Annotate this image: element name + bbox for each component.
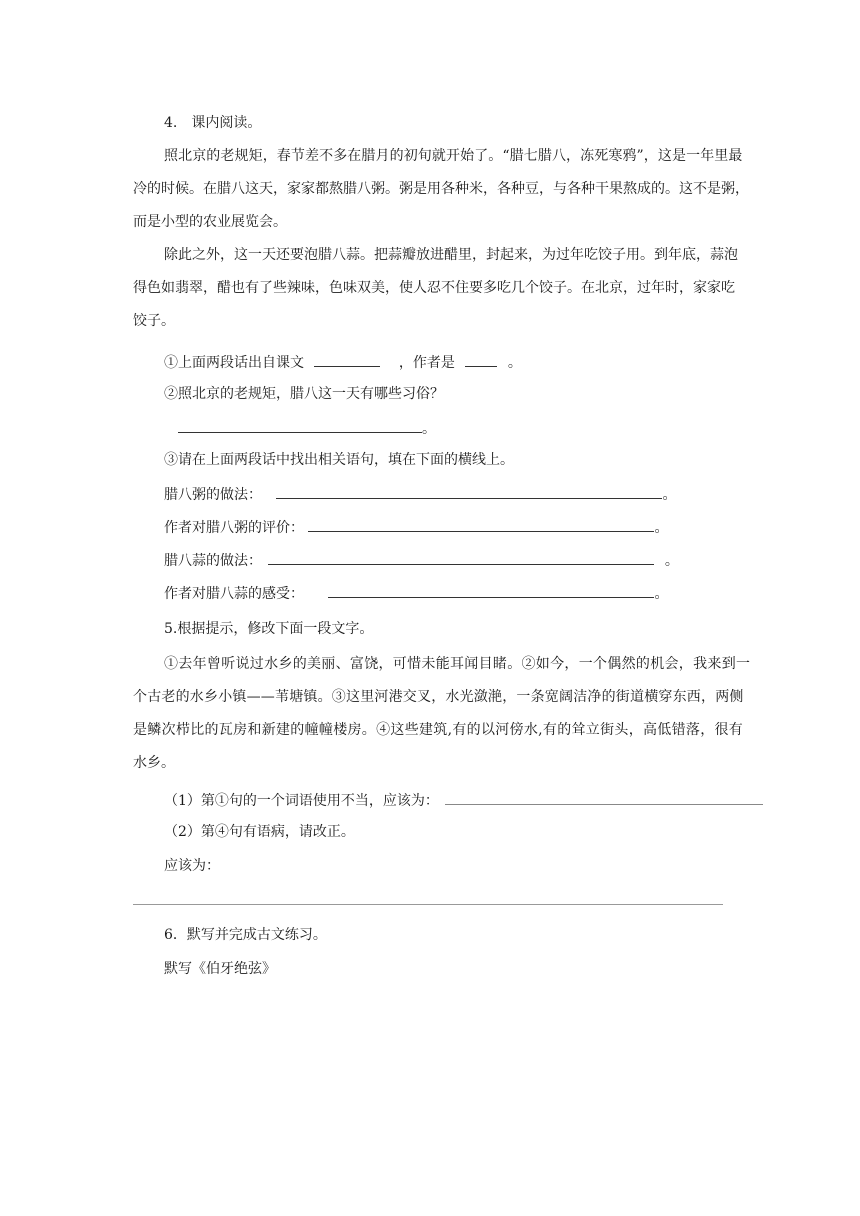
q6-subtitle: 默写《伯牙绝弦》 <box>164 961 276 977</box>
q5-sub1-text: （1）第①句的一个词语使用不当，应该为： <box>164 793 439 809</box>
author-blank[interactable] <box>465 352 497 367</box>
q4-sub2-end: 。 <box>422 421 436 437</box>
q5-sub2-answer-label: 应该为： <box>164 858 220 874</box>
q5-title: 5.根据提示，修改下面一段文字。 <box>164 621 374 637</box>
q4-item-label: 腊八蒜的做法： <box>164 553 262 569</box>
q4-sub2-answer-line <box>178 418 436 438</box>
q4-passage-p1-line2: 冷的时候。在腊八这天，家家都熬腊八粥。粥是用各种米，各种豆，与各种干果熬成的。这不是粥， <box>133 181 749 197</box>
q4-item-end: 。 <box>662 487 677 503</box>
q4-passage-p2-line2: 得色如翡翠，醋也有了些辣味，色味双美，使人忍不住要多吃几个饺子。在北京，过年时，家家吃 <box>133 280 735 296</box>
q4-item-porridge-evaluation <box>164 517 668 537</box>
word-correction-blank[interactable] <box>445 790 763 805</box>
q5-text-line4: 水乡。 <box>133 755 175 771</box>
q4-item-porridge-method <box>164 484 676 504</box>
garlic-method-blank[interactable] <box>268 550 654 565</box>
q6-title: 6．默写并完成古文练习。 <box>164 927 327 943</box>
q4-sub1-author-text: ，作者是 <box>398 355 455 371</box>
q4-passage-p1-line1: 照北京的老规矩，春节差不多在腊月的初旬就开始了。“腊七腊八，冻死寒鸦”，这是一年里最 <box>164 148 743 164</box>
lesson-title-blank[interactable] <box>314 352 380 367</box>
q4-passage-p2-line3: 饺子。 <box>133 313 175 329</box>
q4-passage-p1-line3: 而是小型的农业展览会。 <box>133 214 287 230</box>
q5-sub1 <box>164 790 763 810</box>
q5-sub2: （2）第④句有语病，请改正。 <box>164 824 355 840</box>
q4-title: 4. 课内阅读。 <box>164 115 262 131</box>
q4-item-label: 腊八粥的做法： <box>164 487 262 503</box>
q4-sub1-text: ①上面两段话出自课文 <box>164 355 304 371</box>
q4-item-end: 。 <box>654 586 669 602</box>
q4-item-end: 。 <box>654 520 669 536</box>
q5-text-line3: 是鳞次栉比的瓦房和新建的幢幢楼房。④这些建筑,有的以河傍水,有的耸立街头，高低错落，很有 <box>133 722 744 738</box>
q4-sub3: ③请在上面两段话中找出相关语句，填在下面的横线上。 <box>164 452 514 468</box>
garlic-feeling-blank[interactable] <box>328 583 654 598</box>
q4-item-garlic-feeling <box>164 583 668 603</box>
porridge-evaluation-blank[interactable] <box>308 517 654 532</box>
q4-item-label: 作者对腊八粥的评价： <box>164 520 304 536</box>
q4-sub1-end: 。 <box>507 355 522 371</box>
q4-item-end: 。 <box>664 553 679 569</box>
q5-text-line1: ①去年曾听说过水乡的美丽、富饶，可惜未能耳闻目睹。②如今，一个偶然的机会，我来到一 <box>164 656 751 672</box>
q5-text-line2: 个古老的水乡小镇——苇塘镇。③这里河港交叉，水光潋滟，一条宽阔洁净的街道横穿东西，两侧 <box>133 689 744 705</box>
q4-passage-p2-line1: 除此之外，这一天还要泡腊八蒜。把蒜瓣放进醋里，封起来，为过年吃饺子用。到年底，蒜泡 <box>164 247 738 263</box>
q4-sub2: ②照北京的老规矩，腊八这一天有哪些习俗？ <box>164 386 444 402</box>
q4-item-label: 作者对腊八蒜的感受： <box>164 586 304 602</box>
customs-answer-blank[interactable] <box>178 418 422 433</box>
q4-item-garlic-method <box>164 550 679 570</box>
answer-rule-line[interactable] <box>133 904 723 905</box>
q4-sub1 <box>164 352 522 372</box>
porridge-method-blank[interactable] <box>276 484 662 499</box>
